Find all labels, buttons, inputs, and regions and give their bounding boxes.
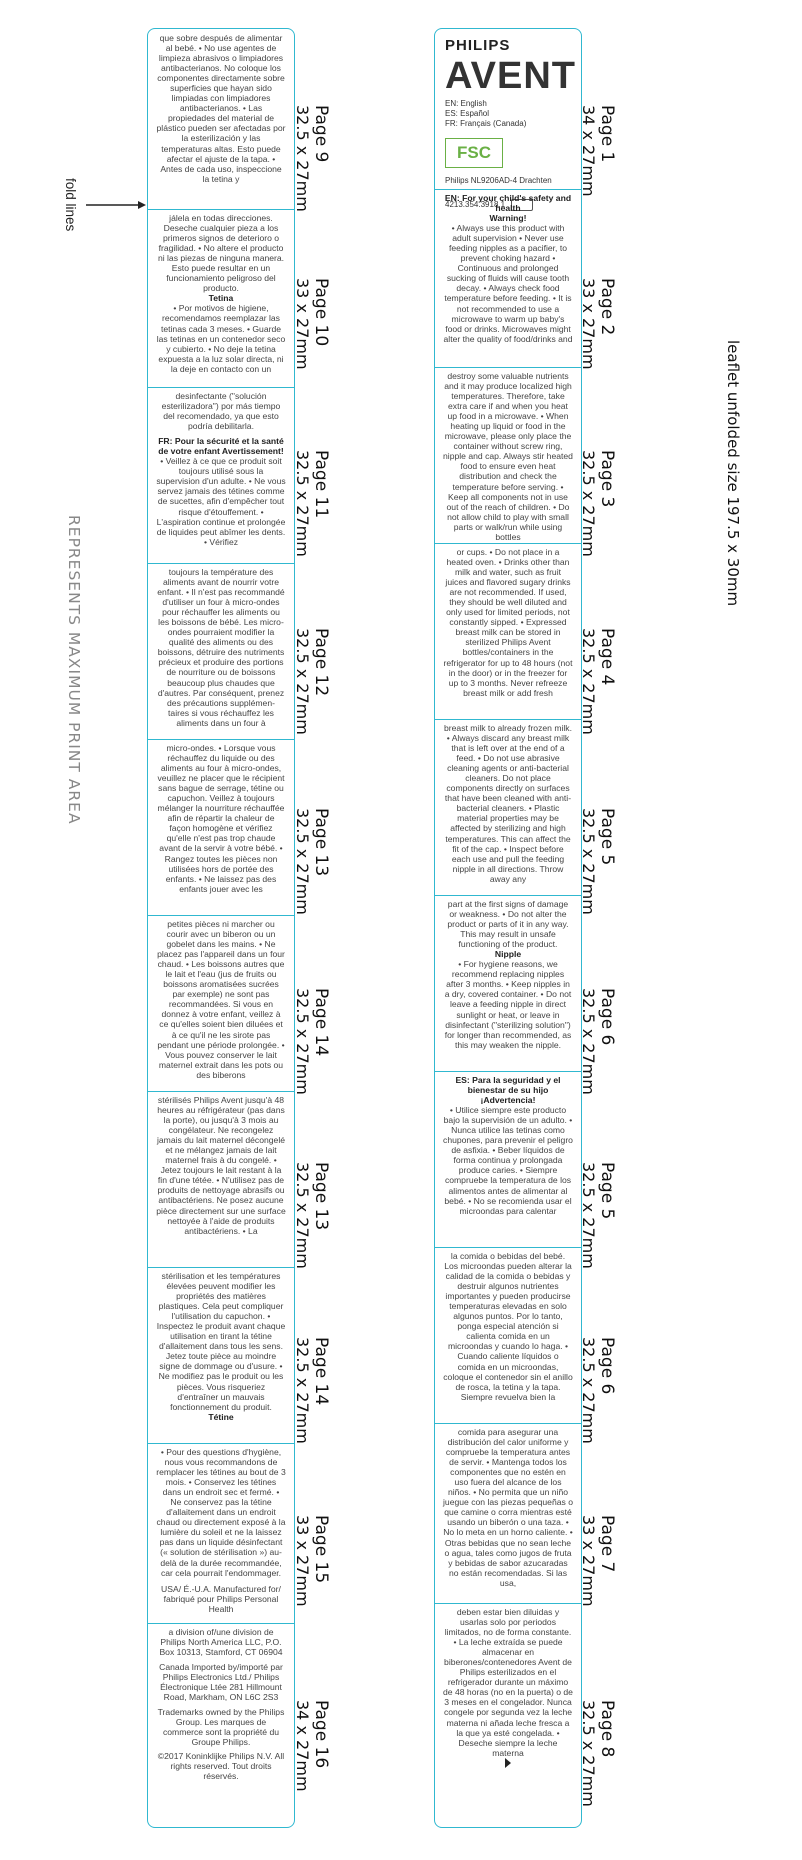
print-area-label: REPRESENTS MAXIMUM PRINT AREA: [65, 515, 83, 825]
page-16: [148, 1623, 294, 1829]
page-6: [435, 895, 581, 1071]
left-page-label-2: Page 10 33 x 27mm: [293, 278, 331, 370]
p6-heading: Nipple: [494, 949, 522, 960]
lang-fr: FR: Français (Canada): [445, 119, 527, 129]
page-4: [435, 543, 581, 719]
page-5-es: [435, 1071, 581, 1247]
cover-code: 4213.354.3918.1: [445, 200, 506, 210]
lang-es: ES: Español: [445, 108, 490, 118]
page-2: [435, 189, 581, 367]
p6-body: part at the first signs of damage or weakness. • Do not alter the product or parts of it in any way. This may result in unsafe functioning of the product.: [447, 899, 569, 950]
page-8-es: [435, 1603, 581, 1829]
leaflet-strip-right: [434, 28, 582, 1828]
fold-arrow-icon: [86, 198, 146, 212]
p8es-body: deben estar bien diluidas y usarlas solo por periodos limitados, no de forma constante. • La leche extraída se puede almacenar en biberones/contenedores Avent de Philips esterilizados en el refrigerador durante un máximo de 48 horas (no en la puerta) o de 3 meses en el congelador. Nunca congele por segunda vez la leche materna ni añada leche fresca a la que ya esté congelada. • Deseche siempre la leche materna: [443, 1607, 573, 1758]
page-10: [148, 209, 294, 387]
p5es-heading: ES: Para la seguridad y el bienestar de su hijo ¡Advertencia!: [455, 1075, 561, 1106]
right-page-label-5: Page 5 32.5 x 27mm: [579, 808, 617, 915]
p6-body2: • For hygiene reasons, we recommend replacing nipples after 3 months. • Keep nipples in a dry, covered container. • Do not leave a feeding nipple in direct sunlight or heat, or leave in disinfectant ("sterilizing solution") for longer than recommended, as this may weaken the nipple.: [444, 959, 572, 1050]
right-page-label-3: Page 3 32.5 x 27mm: [579, 450, 617, 557]
p5-body: breast milk to already frozen milk. • Always discard any breast milk that is left over at the end of a feed. • Do not use abrasive cleaning agents or anti-bacterial cleaners. Do not place components directly on surfaces that have been cleaned with anti-bacterial cleaners. • Plastic material properties may be affected by sterilizing and high temperatures. This can affect the fit of the cap. • Inspect before each use and pull the feeding nipple in all directions. Throw away any: [444, 723, 572, 884]
fold-lines-label: fold lines: [63, 178, 78, 232]
p10-body: jálela en todas direcciones. Deseche cualquier pieza a los primeros signos de deterioro o fragilidad. • No altere el producto ni las piezas de ninguna manera. Esto puede resultar en un funcionamiento peligroso del producto.: [157, 213, 285, 294]
p10-body2: • Por motivos de higiene, recomendamos reemplazar las tetinas cada 3 meses. • Guarde las tetinas en un contenedor seco y cubierto. • No deje la tetina expuesta a la luz solar directa, ni la deje en contacto con un: [156, 303, 286, 374]
page-5: [435, 719, 581, 895]
page-13: [148, 739, 294, 915]
p14b-heading: Tétine: [208, 1411, 234, 1422]
philips-logo: PHILIPS: [445, 37, 511, 54]
p15-body: • Pour des questions d'hygiène, nous vous recommandons de remplacer les tétines au bout de 3 mois. • Conservez les tétines dans un endroit sec et fermé. • Ne conservez pas la tétine d'allaitement dans un endroit chaud ou directement exposé à la lumière du soleil et ne la laissez pas dans un liquide désinfectant (« solution de stérilisation ») au-delà de la durée recommandée, car cela pourrait l'endommager.: [156, 1447, 286, 1578]
p2-heading: EN: For your child's safety and health: [444, 193, 572, 214]
p11-body: desinfectante ("solución esterilizadora") por más tiempo del recomendado, ya que esto podría debilitarla.: [161, 391, 281, 432]
page-12: [148, 563, 294, 739]
p3-body: destroy some valuable nutrients and it may produce localized high temperatures. Therefore, take extra care if and when you heat up food in a microwave. • When heating up liquid or food in the microwave, please only place the container without screw ring, nipple and cap. Always stir heated food to ensure even heat distribution and check the temperature before serving. • Keep all components not in use out of the reach of children. • Do not allow child to play with small parts or walk/run while using bottles: [443, 371, 573, 542]
cover-address: Philips NL9206AD-4 Drachten: [445, 175, 552, 185]
p14b-body: stérilisation et les températures élevées peuvent modifier les propriétés des matières plastiques. Cela peut compliquer l'utilisation du capuchon. • Inspectez le produit avant chaque utilisation en tirant la tétine d'allaitement dans tous les sens. Jetez toute pièce au moindre signe de dommage ou d'usure. • Ne modifiez pas le produit ou les pièces. Vous risqueriez d'entraîner un mauvais fonctionnement du produit.: [156, 1271, 286, 1412]
left-page-label-4: Page 12 32.5 x 27mm: [293, 628, 331, 735]
p13b-body: stérilisés Philips Avent jusqu'à 48 heures au réfrigérateur (pas dans la porte), ou jusqu'à 3 mois au congélateur. Ne recongelez jamais du lait maternel décongelé et ne mélangez jamais de lait maternel frais à du congelé. • Jetez toujours le lait restant à la fin d'une tétée. • N'utilisez pas de produits de nettoyage abrasifs ou antibactériens. Ne posez aucune pièce directement sur une surface nettoyée à l'aide de produits antibactériens. • La: [156, 1095, 286, 1236]
page-14: [148, 915, 294, 1091]
p12-body: toujours la température des aliments avant de nourrir votre enfant. • Il n'est pas recommandé d'utiliser un four à micro-ondes pour réchauffer les aliments ou les boissons de bébé. Les micro-ondes pourraient modifier la qualité des aliments ou des boissons, détruire des nutriments précieux et produire des portions de nourriture ou de boissons beaucoup plus chaudes que d'autres. Par conséquent, prenez des précautions supplémen- taires si vous réchauffez les aliments dans un four à: [157, 567, 285, 728]
p16-copyright: ©2017 Koninklijke Philips N.V. All rights reserved. Tout droits réservés.: [157, 1750, 285, 1781]
p4-body: or cups. • Do not place in a heated oven. • Drinks other than milk and water, such as fruit juices and flavored sugary drinks are not recommended. If used, they should be well diluted and only used for limited periods, not constantly sipped. • Expressed breast milk can be stored in sterilized Philips Avent bottles/containers in the refrigerator for up to 48 hours (not in the door) or in the freezer for up to 3 months. Never refreeze breast milk or add fresh: [443, 547, 573, 698]
p7es-body: comida para asegurar una distribución del calor uniforme y compruebe la temperatura antes de servir. • Mantenga todos los componentes que no estén en uso fuera del alcance de los niños. • No permita que un niño juegue con las piezas pequeñas o que camine o corra mientras esté usando un biberón o una taza. • No lo meta en un horno caliente. • Otras bebidas que no sean leche o agua, tales como jugos de fruta y bebidas de sabor azucaradas no están recomendadas. Si las usa,: [443, 1427, 573, 1588]
left-page-label-5: Page 13 32.5 x 27mm: [293, 808, 331, 915]
p13-body: micro-ondes. • Lorsque vous réchauffez du liquide ou des aliments au four à micro-ondes, veuillez ne placer que le récipient sans bague de serrage, tétine ou capuchon. Veillez à toujours mélanger la nourriture réchauffée afin de répartir la chaleur de façon homogène et vérifiez qu'elle n'est pas trop chaude avant de la servir à votre bébé. • Rangez toutes les pièces non utilisées hors de portée des enfants. • Ne laissez pas des enfants jouer avec les: [157, 743, 285, 894]
right-page-label-4: Page 4 32.5 x 27mm: [579, 628, 617, 735]
p16-trademarks: Trademarks owned by the Philips Group. Les marques de commerce sont la propriété du Groupe Philips.: [157, 1707, 285, 1748]
p10-heading: Tetina: [208, 293, 234, 304]
language-list: [445, 99, 571, 130]
left-page-label-8: Page 14 32.5 x 27mm: [293, 1337, 331, 1444]
avent-logo: AVENT: [445, 54, 576, 97]
page-6-es: [435, 1247, 581, 1423]
p15-usa: USA/ É.-U.A. Manufactured for/ fabriqué pour Philips Personal Health: [161, 1583, 281, 1614]
p16-addr: a division of/une division de Philips North America LLC, P.O. Box 10313, Stamford, CT 06904: [159, 1627, 283, 1658]
fsc-logo: FSC: [445, 138, 503, 168]
right-page-label-2: Page 2 33 x 27mm: [579, 278, 617, 370]
page-9: [148, 29, 294, 209]
p16-canada: Canada Imported by/importé par Philips Electronics Ltd./ Philips Électronique Ltée 281 Hillmount Road, Markham, ON L6C 2S3: [159, 1662, 283, 1703]
left-page-label-3: Page 11 32.5 x 27mm: [293, 450, 331, 557]
right-page-label-8: Page 6 32.5 x 27mm: [579, 1337, 617, 1444]
p11-heading: FR: Pour la sécurité et la santé de votre enfant Avertissement!: [158, 436, 284, 457]
page-11: [148, 387, 294, 563]
left-page-label-10: Page 16 34 x 27mm: [293, 1700, 331, 1792]
p14-body: petites pièces ni marcher ou courir avec un biberon ou un gobelet dans les mains. • Ne placez pas l'appareil dans un four chaud. • Les boissons autres que le lait et l'eau (jus de fruits ou boissons aromatisées sucrées par exemple) ne sont pas recommandées. Si vous en donnez à votre enfant, veillez à ce qu'elles soient bien diluées et à ce qu'il ne les sirote pas pendant une période prolongée. • Vous pouvez conserver le lait maternel extrait dans les pots ou des biberons: [157, 919, 285, 1080]
page-14b: [148, 1267, 294, 1443]
page-7-es: [435, 1423, 581, 1603]
left-page-label-9: Page 15 33 x 27mm: [293, 1515, 331, 1607]
page-13b: [148, 1091, 294, 1267]
right-page-label-6: Page 6 32.5 x 27mm: [579, 988, 617, 1095]
p11-body2: • Veillez à ce que ce produit soit toujours utilisé sous la supervision d'un adulte. • Ne vous servez jamais des tétines comme de sucettes, afin d'empêcher tout risque d'étouffement. • L'aspiration continue et prolongée de liquides peut abîmer les dents. • Vérifiez: [156, 456, 286, 547]
right-page-label-9: Page 7 33 x 27mm: [579, 1515, 617, 1607]
left-page-label-1: Page 9 32.5 x 27mm: [293, 105, 331, 212]
page-15: [148, 1443, 294, 1623]
p5es-body: • Utilice siempre este producto bajo la supervisión de un adulto. • Nunca utilice las tetinas como chupones, para prevenir el peligro de asfixia. • Beber líquidos de forma continua y prolongada produce caries. • Siempre compruebe la temperatura de los alimentos antes de alimentar al bebé. • No se recomienda usar el microondas para calentar: [443, 1105, 573, 1216]
leaflet-size-label: leaflet unfolded size 197.5 x 30mm: [724, 340, 742, 607]
p9-body: que sobre después de alimentar al bebé. • No use agentes de limpieza abrasivos o limpiadores antibacterianos. No coloque los componentes directamente sobre superficies que hayan sido limpiadas con limpiadores antibacterianos. • Las propiedades del material de plástico pueden ser afectadas por la esterilización y las temperaturas altas. Esto puede afectar el ajuste de la tapa. • Antes de cada uso, inspeccione la tetina y: [156, 33, 286, 184]
left-page-label-7: Page 13 32.5 x 27mm: [293, 1162, 331, 1269]
p2-body: • Always use this product with adult supervision • Never use feeding nipples as a pacifier, to prevent choking hazard • Continuous and prolonged sucking of fluids will cause tooth decay. • Always check food temperature before feeding. • It is not recommended to use a microwave to warm up baby's food or drinks. Microwaves might alter the quality of food/drinks and: [443, 223, 573, 344]
right-page-label-1: Page 1 34 x 27mm: [579, 105, 617, 197]
left-page-label-6: Page 14 32.5 x 27mm: [293, 988, 331, 1095]
lang-en: EN: English: [445, 98, 487, 108]
p2-warning: Warning!: [489, 213, 527, 224]
right-page-label-7: Page 5 32.5 x 27mm: [579, 1162, 617, 1269]
p6es-body: la comida o bebidas del bebé. Los microondas pueden alterar la calidad de la comida o bebidas y destruir algunos nutrientes importantes y pueden producirse temperaturas elevadas en solo algunos puntos. Por lo tanto, ponga especial atención si calienta comida en un microondas y cuando lo haga. • Cuando caliente líquidos o comida en un microondas, coloque el contenedor sin el anillo de rosca, la tetina y la tapa. Siempre revuelva bien la: [443, 1251, 573, 1402]
leaflet-strip-left: [147, 28, 295, 1828]
continue-arrow-icon: [505, 1758, 511, 1768]
page-3: [435, 367, 581, 543]
right-page-label-10: Page 8 32.5 x 27mm: [579, 1700, 617, 1807]
